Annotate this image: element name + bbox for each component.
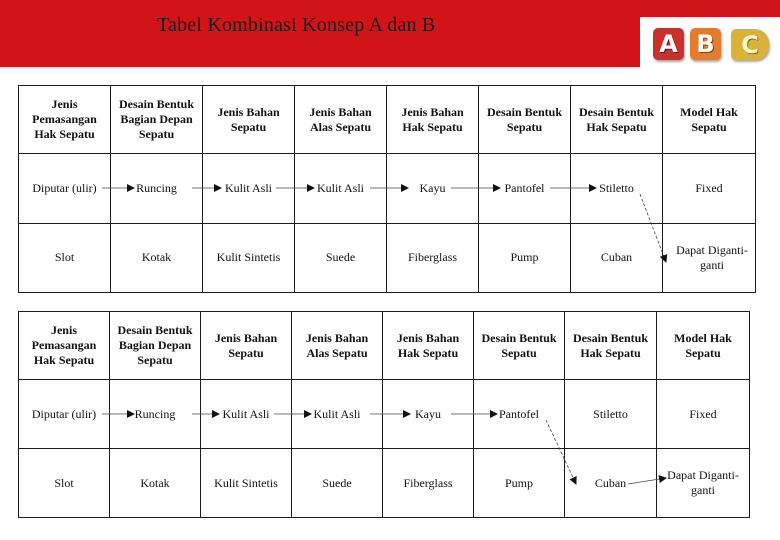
option-cell: Pantofel <box>474 380 565 449</box>
table-row <box>19 380 750 449</box>
header-cell: Jenis Pemasangan Hak Sepatu <box>19 86 111 154</box>
option-cell: Kulit Sintetis <box>201 449 292 518</box>
option-cell: Suede <box>292 449 383 518</box>
option-cell: Diputar (ulir) <box>19 380 110 449</box>
logo-block-c: C <box>731 29 769 60</box>
option-cell: Kotak <box>110 449 201 518</box>
table-row <box>19 154 756 223</box>
header-cell: Desain Bentuk Hak Sepatu <box>571 86 663 154</box>
option-cell: Kulit Asli <box>295 154 387 223</box>
combination-table-1 <box>18 85 755 293</box>
option-cell: Pump <box>474 449 565 518</box>
header-cell: Desain Bentuk Bagian Depan Sepatu <box>110 312 201 380</box>
option-cell: Dapat Diganti-ganti <box>663 223 756 292</box>
header-cell: Jenis Bahan Alas Sepatu <box>295 86 387 154</box>
logo-block-a: A <box>653 28 684 60</box>
option-cell: Pump <box>479 223 571 292</box>
option-cell: Kulit Asli <box>201 380 292 449</box>
combination-table <box>18 311 750 518</box>
option-cell: Kulit Asli <box>203 154 295 223</box>
header-cell: Desain Bentuk Sepatu <box>474 312 565 380</box>
option-cell: Fixed <box>657 380 750 449</box>
header-cell: Jenis Bahan Alas Sepatu <box>292 312 383 380</box>
option-cell: Fixed <box>663 154 756 223</box>
option-cell: Fiberglass <box>387 223 479 292</box>
logo-block-b: B <box>690 28 721 60</box>
option-cell: Diputar (ulir) <box>19 154 111 223</box>
header-cell: Desain Bentuk Hak Sepatu <box>565 312 657 380</box>
option-cell: Fiberglass <box>383 449 474 518</box>
header-cell: Desain Bentuk Sepatu <box>479 86 571 154</box>
header-cell: Model Hak Sepatu <box>657 312 750 380</box>
option-cell: Pantofel <box>479 154 571 223</box>
option-cell: Dapat Diganti-ganti <box>657 449 750 518</box>
header-cell: Jenis Bahan Sepatu <box>203 86 295 154</box>
header-cell: Jenis Bahan Sepatu <box>201 312 292 380</box>
option-cell: Kulit Asli <box>292 380 383 449</box>
option-cell: Kayu <box>387 154 479 223</box>
option-cell: Stiletto <box>571 154 663 223</box>
combination-table <box>18 85 756 293</box>
header-cell: Jenis Bahan Hak Sepatu <box>383 312 474 380</box>
header-cell: Jenis Pemasangan Hak Sepatu <box>19 312 110 380</box>
header-row <box>19 86 756 154</box>
abc-logo <box>640 17 780 67</box>
header-row <box>19 312 750 380</box>
option-cell: Stiletto <box>565 380 657 449</box>
option-cell: Slot <box>19 449 110 518</box>
option-cell: Cuban <box>565 449 657 518</box>
table-row <box>19 449 750 518</box>
option-cell: Cuban <box>571 223 663 292</box>
option-cell: Kotak <box>111 223 203 292</box>
table-row <box>19 223 756 292</box>
option-cell: Kulit Sintetis <box>203 223 295 292</box>
page-title: Tabel Kombinasi Konsep A dan B <box>157 14 436 36</box>
header-cell: Desain Bentuk Bagian Depan Sepatu <box>111 86 203 154</box>
option-cell: Runcing <box>110 380 201 449</box>
option-cell: Suede <box>295 223 387 292</box>
option-cell: Kayu <box>383 380 474 449</box>
option-cell: Slot <box>19 223 111 292</box>
header-cell: Jenis Bahan Hak Sepatu <box>387 86 479 154</box>
option-cell: Runcing <box>111 154 203 223</box>
combination-table-2 <box>18 311 749 518</box>
header-cell: Model Hak Sepatu <box>663 86 756 154</box>
